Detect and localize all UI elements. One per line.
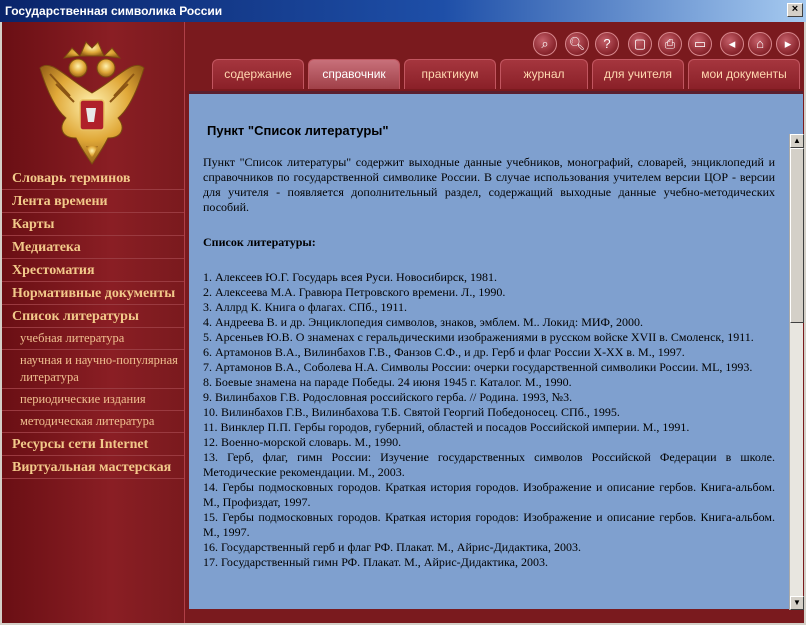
list-item: 5. Арсеньев Ю.В. О знаменах с геральдическими изображениями в русском войске XVII в. Смоленск, 1911. xyxy=(203,330,754,344)
vertical-scrollbar[interactable] xyxy=(789,134,803,610)
sidebar-item-reader[interactable]: Хрестоматия xyxy=(2,259,184,282)
forward-icon[interactable]: ▸ xyxy=(776,32,800,56)
magnify-icon[interactable]: ⌕ xyxy=(533,32,557,56)
page-title: Пункт "Список литературы" xyxy=(207,123,389,138)
list-item: 17. Государственный гимн РФ. Плакат. М., Айрис-Дидактика, 2003. xyxy=(203,555,548,569)
list-item: 15. Гербы подмосковных городов. Краткая история городов: Изображение и описание гербов. Книга-альбом. М., 1997. xyxy=(203,510,775,539)
sidebar-item-maps[interactable]: Карты xyxy=(2,213,184,236)
list-title: Список литературы: xyxy=(203,235,316,249)
scroll-up-arrow-icon[interactable]: ▲ xyxy=(790,134,804,148)
list-item: 14. Гербы подмосковных городов. Краткая история городов. Изображение и описание гербов. Книга-альбом. М., Профиздат, 1997. xyxy=(203,480,775,509)
coat-of-arms-icon xyxy=(36,38,148,168)
sidebar-item-media-library[interactable]: Медиатека xyxy=(2,236,184,259)
sidebar-item-regulatory-docs[interactable]: Нормативные документы xyxy=(2,282,184,305)
sidebar-subitem-scientific[interactable]: научная и научно-популярная литература xyxy=(2,350,184,389)
app-frame xyxy=(2,22,804,623)
tab-for-teacher[interactable]: для учителя xyxy=(592,59,684,89)
back-icon[interactable]: ◂ xyxy=(720,32,744,56)
sidebar-subitem-periodicals[interactable]: периодические издания xyxy=(2,389,184,411)
sidebar xyxy=(2,22,185,623)
bottom-border xyxy=(185,612,804,623)
list-item: 6. Артамонов В.А., Вилинбахов Г.В., Фанзов С.Ф., и др. Герб и флаг России X-XX в. М., 1997. xyxy=(203,345,685,359)
top-toolbar xyxy=(185,22,804,90)
search-icon[interactable]: 🔍︎ xyxy=(565,32,589,56)
scrollbar-thumb[interactable] xyxy=(790,148,804,323)
list-item: 2. Алексеева М.А. Гравюра Петровского времени. Л., 1990. xyxy=(203,285,506,299)
sidebar-subitem-methodical[interactable]: методическая литература xyxy=(2,411,184,433)
tab-reference[interactable]: справочник xyxy=(308,59,400,89)
sidebar-item-timeline[interactable]: Лента времени xyxy=(2,190,184,213)
reference-list xyxy=(197,270,775,570)
tab-my-documents[interactable]: мои документы xyxy=(688,59,800,89)
list-item: 8. Боевые знамена на параде Победы. 24 июня 1945 г. Каталог. М., 1990. xyxy=(203,375,572,389)
list-item: 12. Военно-морской словарь. М., 1990. xyxy=(203,435,402,449)
list-item: 16. Государственный герб и флаг РФ. Плакат. М., Айрис-Дидактика, 2003. xyxy=(203,540,581,554)
close-window-button[interactable]: × xyxy=(787,3,803,17)
list-item: 13. Герб, флаг, гимн России: Изучение государственных символов Российской Федерации в школе. Методические рекомендации. М., 2003. xyxy=(203,450,775,479)
window-title-bar xyxy=(0,0,806,22)
list-item: 4. Андреева В. и др. Энциклопедия символов, знаков, эмблем. М.. Локид: МИФ, 2000. xyxy=(203,315,644,329)
content-scroll-area[interactable] xyxy=(197,106,775,590)
sidebar-item-bibliography[interactable]: Список литературы xyxy=(2,305,184,328)
tab-contents[interactable]: содержание xyxy=(212,59,304,89)
list-item: 10. Вилинбахов Г.В., Вилинбахова Т.Б. Святой Георгий Победоносец. СПб., 1995. xyxy=(203,405,620,419)
print-icon[interactable]: ⎙ xyxy=(658,32,682,56)
home-icon[interactable]: ⌂ xyxy=(748,32,772,56)
sidebar-subitem-textbooks[interactable]: учебная литература xyxy=(2,328,184,350)
scroll-down-arrow-icon[interactable]: ▼ xyxy=(790,596,804,610)
list-item: 11. Винклер П.П. Гербы городов, губерний, областей и посадов Российской империи. М., 1991. xyxy=(203,420,690,434)
list-item: 1. Алексеев Ю.Г. Государь всея Руси. Новосибирск, 1981. xyxy=(203,270,498,284)
tab-practicum[interactable]: практикум xyxy=(404,59,496,89)
sidebar-nav xyxy=(2,167,184,479)
tab-journal[interactable]: журнал xyxy=(500,59,588,89)
fullscreen-icon[interactable]: ▢ xyxy=(628,32,652,56)
sidebar-item-virtual-workshop[interactable]: Виртуальная мастерская xyxy=(2,456,184,479)
intro-paragraph: Пункт "Список литературы" содержит выходные данные учебников, монографий, словарей, энциклопедий и справочников по государственной символике России. В случае использования учителем версии ЦОР - версии для учителя - появляется дополнительный раздел, содержащий выходные данные учебно-методических пособий. xyxy=(203,155,775,214)
window-title: Государственная символика России xyxy=(5,4,223,18)
list-item: 7. Артамонов В.А., Соболева Н.А. Символы России: очерки государственной символики России. ML, 1993. xyxy=(203,360,753,374)
sidebar-item-glossary[interactable]: Словарь терминов xyxy=(2,167,184,190)
help-icon[interactable]: ? xyxy=(595,32,619,56)
content-panel xyxy=(189,91,803,609)
list-item: 3. Аллрд К. Книга о флагах. СПб., 1911. xyxy=(203,300,408,314)
list-item: 9. Вилинбахов Г.В. Родословная российского герба. // Родина. 1993, №3. xyxy=(203,390,573,404)
presentation-icon[interactable]: ▭ xyxy=(688,32,712,56)
sidebar-item-internet-resources[interactable]: Ресурсы сети Internet xyxy=(2,433,184,456)
tab-bar xyxy=(212,59,802,89)
